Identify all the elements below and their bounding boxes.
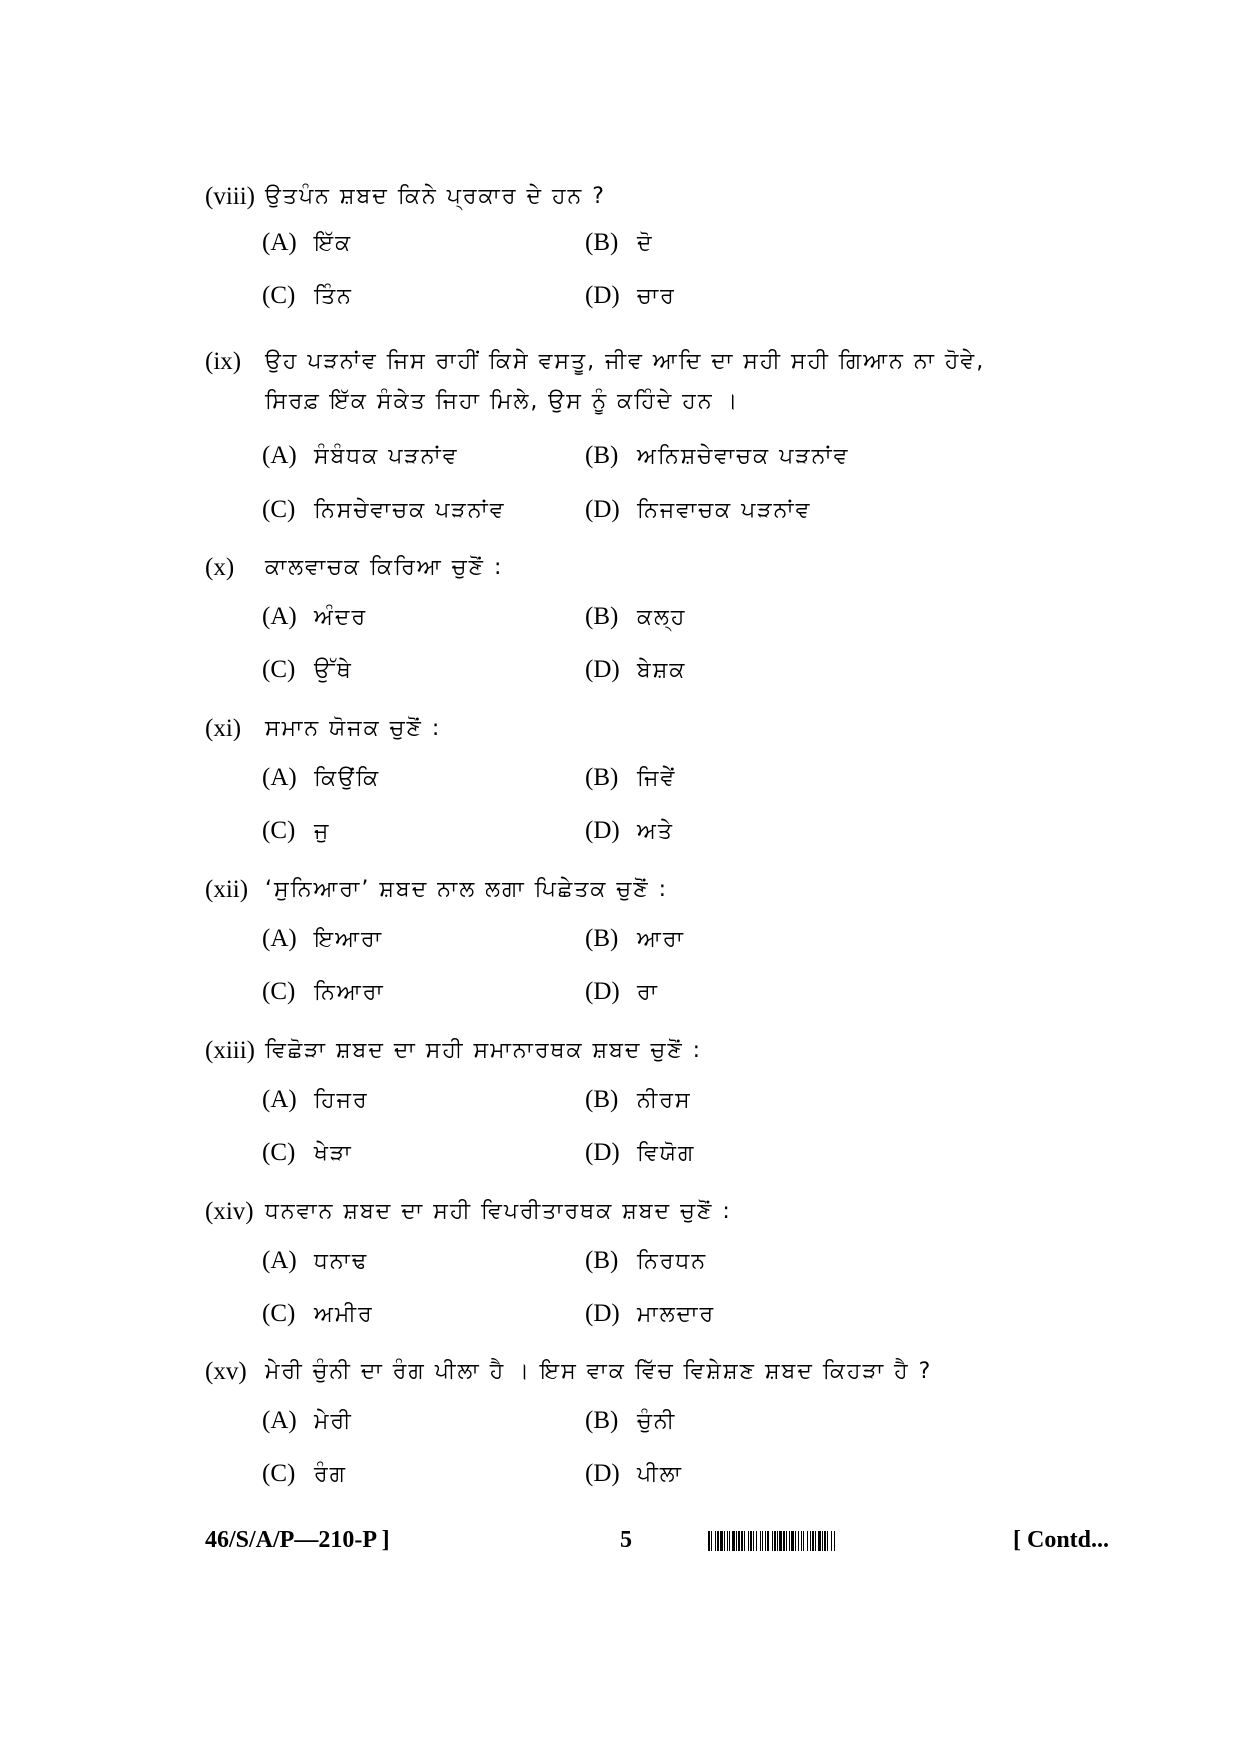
option-label: (A) xyxy=(262,1086,297,1113)
question-text xyxy=(265,1192,1105,1232)
option-viii-a xyxy=(262,229,352,257)
option-text: ਉੱਥੇ xyxy=(314,658,353,683)
option-text: ਖੇੜਾ xyxy=(314,1141,353,1166)
option-text: ਨਿਆਰਾ xyxy=(314,980,385,1005)
option-text: ਕਲ੍ਹ xyxy=(637,605,687,630)
option-ix-a xyxy=(262,442,459,470)
option-xiii-b xyxy=(585,1086,692,1114)
option-label: (C) xyxy=(262,1460,296,1487)
option-xiv-d xyxy=(585,1300,715,1328)
question-text xyxy=(265,870,1105,910)
option-label: (D) xyxy=(585,1300,620,1327)
option-label: (A) xyxy=(262,764,297,791)
option-text: ਜਿਵੇਂ xyxy=(637,766,677,791)
option-text: ਪੀਲਾ xyxy=(637,1462,683,1487)
option-xiv-b xyxy=(585,1247,707,1275)
option-xv-c xyxy=(262,1460,347,1488)
option-text: ਆਰਾ xyxy=(637,927,685,952)
option-viii-b xyxy=(585,229,654,257)
question-xv xyxy=(205,1352,1105,1392)
question-number: (x) xyxy=(205,554,235,581)
option-text: ਸੰਬੰਧਕ ਪੜਨਾਂਵ xyxy=(314,444,459,469)
option-text: ਚੁੰਨੀ xyxy=(637,1409,677,1434)
option-label: (C) xyxy=(262,978,296,1005)
question-number: (viii) xyxy=(205,183,255,210)
option-label: (D) xyxy=(585,1460,620,1487)
option-label: (A) xyxy=(262,1407,297,1434)
option-label: (C) xyxy=(262,282,296,309)
option-text: ਇੱਕ xyxy=(314,231,353,256)
option-label: (B) xyxy=(585,1247,619,1274)
option-text: ਨਿਸਚੇਵਾਚਕ ਪੜਨਾਂਵ xyxy=(314,498,506,523)
option-x-a xyxy=(262,603,367,631)
option-text: ਵਿਯੋਗ xyxy=(637,1141,696,1166)
option-text: ਜੁ xyxy=(314,819,331,844)
option-xiv-c xyxy=(262,1300,374,1328)
option-text: ਅੰਦਰ xyxy=(314,605,368,630)
question-ix xyxy=(205,342,1105,422)
option-xv-b xyxy=(585,1407,676,1435)
question-number: (ix) xyxy=(205,348,242,375)
question-line: ‘ਸੁਨਿਆਰਾ’ ਸ਼ਬਦ ਨਾਲ ਲਗਾ ਪਿਛੇਤਕ ਚੁਣੋਂ : xyxy=(265,877,668,902)
question-x xyxy=(205,548,1105,588)
option-text: ਅਮੀਰ xyxy=(314,1302,374,1327)
option-text: ਰੰਗ xyxy=(314,1462,347,1487)
option-text: ਅਨਿਸ਼ਚੇਵਾਚਕ ਪੜਨਾਂਵ xyxy=(637,444,850,469)
question-xii xyxy=(205,870,1105,910)
barcode-image xyxy=(708,1531,996,1551)
option-text: ਤਿੰਨ xyxy=(314,284,353,309)
option-text: ਨਿਜਵਾਚਕ ਪੜਨਾਂਵ xyxy=(637,498,812,523)
question-number: (xiii) xyxy=(205,1037,255,1064)
option-text: ਧਨਾਢ xyxy=(314,1249,369,1274)
option-label: (A) xyxy=(262,229,297,256)
option-x-c xyxy=(262,656,353,684)
option-ix-d xyxy=(585,496,811,524)
option-label: (C) xyxy=(262,817,296,844)
question-text xyxy=(265,177,1105,217)
option-label: (D) xyxy=(585,496,620,523)
option-xiii-d xyxy=(585,1139,695,1167)
option-label: (D) xyxy=(585,656,620,683)
question-line: ਉਤਪੰਨ ਸ਼ਬਦ ਕਿਨੇ ਪ੍ਰਕਾਰ ਦੇ ਹਨ ? xyxy=(265,184,606,209)
option-xi-c xyxy=(262,817,330,845)
option-text: ਬੇਸ਼ਕ xyxy=(637,658,687,683)
question-xiii xyxy=(205,1031,1105,1071)
option-text: ਮਾਲਦਾਰ xyxy=(637,1302,716,1327)
question-text xyxy=(265,1352,1105,1392)
option-label: (A) xyxy=(262,925,297,952)
option-x-d xyxy=(585,656,686,684)
question-line: ਸਮਾਨ ਯੋਜਕ ਚੁਣੋਂ : xyxy=(265,716,442,741)
option-ix-c xyxy=(262,496,506,524)
option-xii-d xyxy=(585,978,659,1006)
option-ix-b xyxy=(585,442,849,470)
option-xv-d xyxy=(585,1460,683,1488)
option-label: (C) xyxy=(262,1139,296,1166)
option-label: (B) xyxy=(585,442,619,469)
option-text: ਹਿਜਰ xyxy=(314,1088,369,1113)
question-number: (xii) xyxy=(205,876,249,903)
option-xv-a xyxy=(262,1407,353,1435)
option-label: (B) xyxy=(585,764,619,791)
option-label: (B) xyxy=(585,229,619,256)
contd-label: [ Contd... xyxy=(1013,1527,1110,1553)
question-viii xyxy=(205,177,1105,217)
option-text: ਮੇਰੀ xyxy=(314,1409,353,1434)
page-number: 5 xyxy=(620,1527,632,1553)
option-xii-b xyxy=(585,925,685,953)
barcode-bar xyxy=(835,1531,836,1551)
paper-code: 46/S/A/P—210-P ] xyxy=(205,1527,390,1553)
option-xi-d xyxy=(585,817,674,845)
option-label: (C) xyxy=(262,496,296,523)
option-label: (A) xyxy=(262,603,297,630)
option-label: (D) xyxy=(585,282,620,309)
option-label: (D) xyxy=(585,817,620,844)
option-viii-d xyxy=(585,282,676,310)
question-number: (xi) xyxy=(205,715,242,742)
option-label: (C) xyxy=(262,1300,296,1327)
question-xi xyxy=(205,709,1105,749)
option-label: (B) xyxy=(585,1086,619,1113)
option-text: ਅਤੇ xyxy=(637,819,675,844)
question-line: ਵਿਛੋੜਾ ਸ਼ਬਦ ਦਾ ਸਹੀ ਸਮਾਨਾਰਥਕ ਸ਼ਬਦ ਚੁਣੋਂ : xyxy=(265,1038,703,1063)
question-line: ਸਿਰਫ਼ ਇੱਕ ਸੰਕੇਤ ਜਿਹਾ ਮਿਲੇ, ਉਸ ਨੂੰ ਕਹਿੰਦੇ ਹਨ । xyxy=(265,389,740,414)
question-line: ਕਾਲਵਾਚਕ ਕਿਰਿਆ ਚੁਣੋਂ : xyxy=(265,555,504,580)
option-text: ਰਾ xyxy=(637,980,659,1005)
question-text xyxy=(265,548,1105,588)
option-xiv-a xyxy=(262,1247,368,1275)
option-text: ਦੋ xyxy=(637,231,654,256)
question-number: (xiv) xyxy=(205,1198,254,1225)
option-x-b xyxy=(585,603,686,631)
question-line: ਮੇਰੀ ਚੁੰਨੀ ਦਾ ਰੰਗ ਪੀਲਾ ਹੈ । ਇਸ ਵਾਕ ਵਿੱਚ ਵਿਸ਼ੇਸ਼ਣ ਸ਼ਬਦ ਕਿਹੜਾ ਹੈ ? xyxy=(265,1359,933,1384)
option-xiii-a xyxy=(262,1086,369,1114)
option-xiii-c xyxy=(262,1139,353,1167)
option-text: ਇਆਰਾ xyxy=(314,927,383,952)
option-label: (A) xyxy=(262,1247,297,1274)
option-text: ਨੀਰਸ xyxy=(637,1088,692,1113)
question-text xyxy=(265,1031,1105,1071)
option-xii-a xyxy=(262,925,383,953)
option-xi-b xyxy=(585,764,676,792)
option-xii-c xyxy=(262,978,385,1006)
option-text: ਚਾਰ xyxy=(637,284,676,309)
option-label: (B) xyxy=(585,603,619,630)
option-label: (B) xyxy=(585,925,619,952)
option-label: (D) xyxy=(585,978,620,1005)
option-text: ਕਿਉਂਕਿ xyxy=(314,766,381,791)
option-xi-a xyxy=(262,764,380,792)
option-text: ਨਿਰਧਨ xyxy=(637,1249,708,1274)
question-line: ਉਹ ਪੜਨਾਂਵ ਜਿਸ ਰਾਹੀਂ ਕਿਸੇ ਵਸਤੂ, ਜੀਵ ਆਦਿ ਦਾ ਸਹੀ ਸਹੀ ਗਿਆਨ ਨਾ ਹੋਵੇ, xyxy=(265,349,986,374)
option-label: (D) xyxy=(585,1139,620,1166)
question-line: ਧਨਵਾਨ ਸ਼ਬਦ ਦਾ ਸਹੀ ਵਿਪਰੀਤਾਰਥਕ ਸ਼ਬਦ ਚੁਣੋਂ : xyxy=(265,1199,732,1224)
option-label: (A) xyxy=(262,442,297,469)
question-xiv xyxy=(205,1192,1105,1232)
option-label: (C) xyxy=(262,656,296,683)
question-text xyxy=(265,342,1105,422)
option-label: (B) xyxy=(585,1407,619,1434)
option-viii-c xyxy=(262,282,353,310)
question-number: (xv) xyxy=(205,1358,247,1385)
question-text xyxy=(265,709,1105,749)
